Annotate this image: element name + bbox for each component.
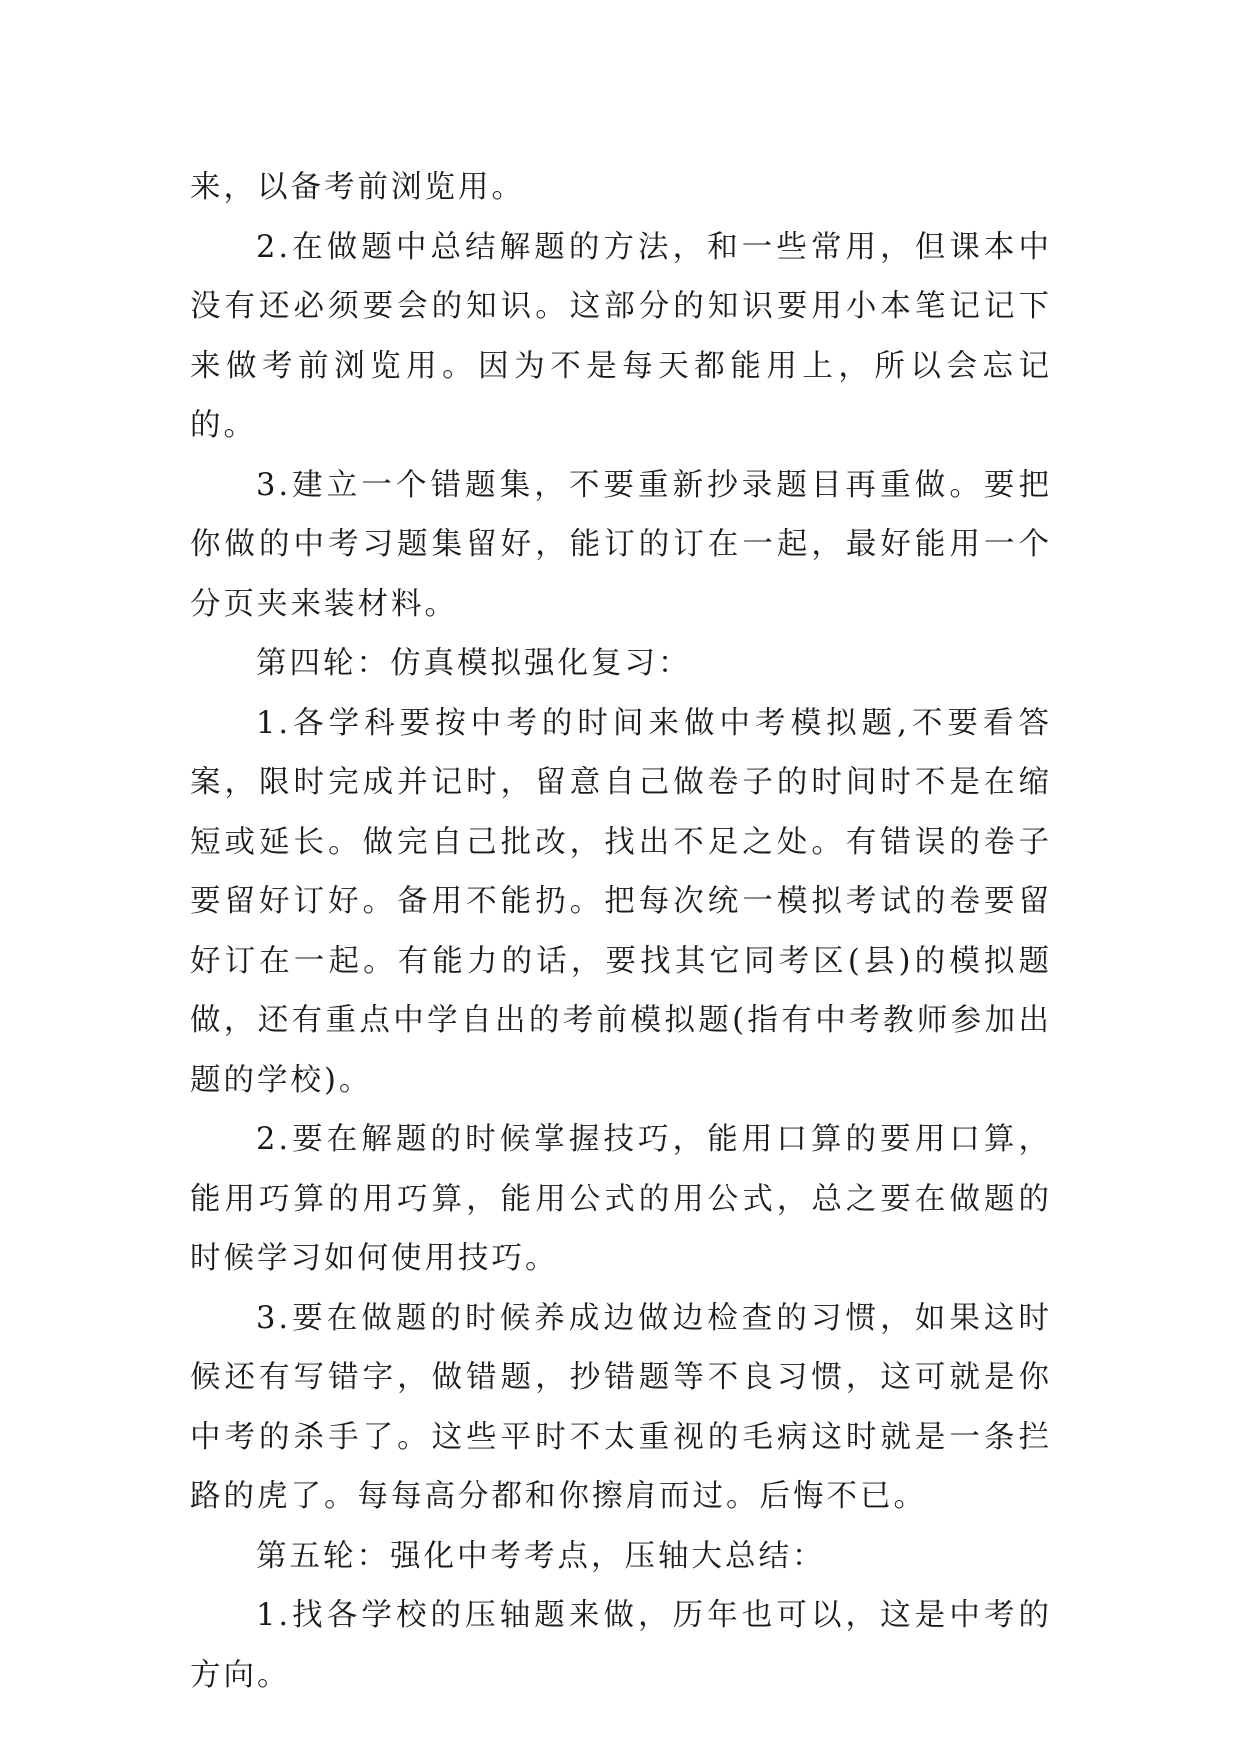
paragraph-item-3-error-collection: 3.建立一个错题集，不要重新抄录题目再重做。要把你做的中考习题集留好，能订的订在一起，最好能用一个分页夹来装材料。 xyxy=(190,467,1052,622)
document-body xyxy=(190,158,1052,1705)
paragraph-continuation: 来，以备考前浏览用。 xyxy=(190,170,525,205)
section-heading-round-four: 第四轮：仿真模拟强化复习： xyxy=(256,646,692,681)
paragraph-item-3-checking-habits: 3.要在做题的时候养成边做边检查的习惯，如果这时候还有写错字，做错题，抄错题等不良习惯，这可就是你中考的杀手了。这些平时不太重视的毛病这时就是一条拦路的虎了。每每高分都和你擦肩而过。后悔不已。 xyxy=(190,1300,1052,1514)
section-heading-round-five: 第五轮：强化中考考点，压轴大总结： xyxy=(256,1538,826,1574)
paragraph-item-2-summary-methods: 2.在做题中总结解题的方法，和一些常用，但课本中没有还必须要会的知识。这部分的知识要用小本笔记记下来做考前浏览用。因为不是每天都能用上，所以会忘记的。 xyxy=(190,229,1052,443)
paragraph-item-1-mock-exams: 1.各学科要按中考的时间来做中考模拟题,不要看答案，限时完成并记时，留意自己做卷子的时间时不是在缩短或延长。做完自己批改，找出不足之处。有错误的卷子要留好订好。备用不能扔。把每次统一模拟考试的卷要留好订在一起。有能力的话，要找其它同考区(县)的模拟题做，还有重点中学自出的考前模拟题(指有中考教师参加出题的学校)。 xyxy=(190,705,1052,1098)
paragraph-item-1-final-questions: 1.找各学校的压轴题来做，历年也可以，这是中考的方向。 xyxy=(190,1598,1052,1693)
paragraph-item-2-techniques: 2.要在解题的时候掌握技巧，能用口算的要用口算，能用巧算的用巧算，能用公式的用公式，总之要在做题的时候学习如何使用技巧。 xyxy=(190,1122,1052,1276)
